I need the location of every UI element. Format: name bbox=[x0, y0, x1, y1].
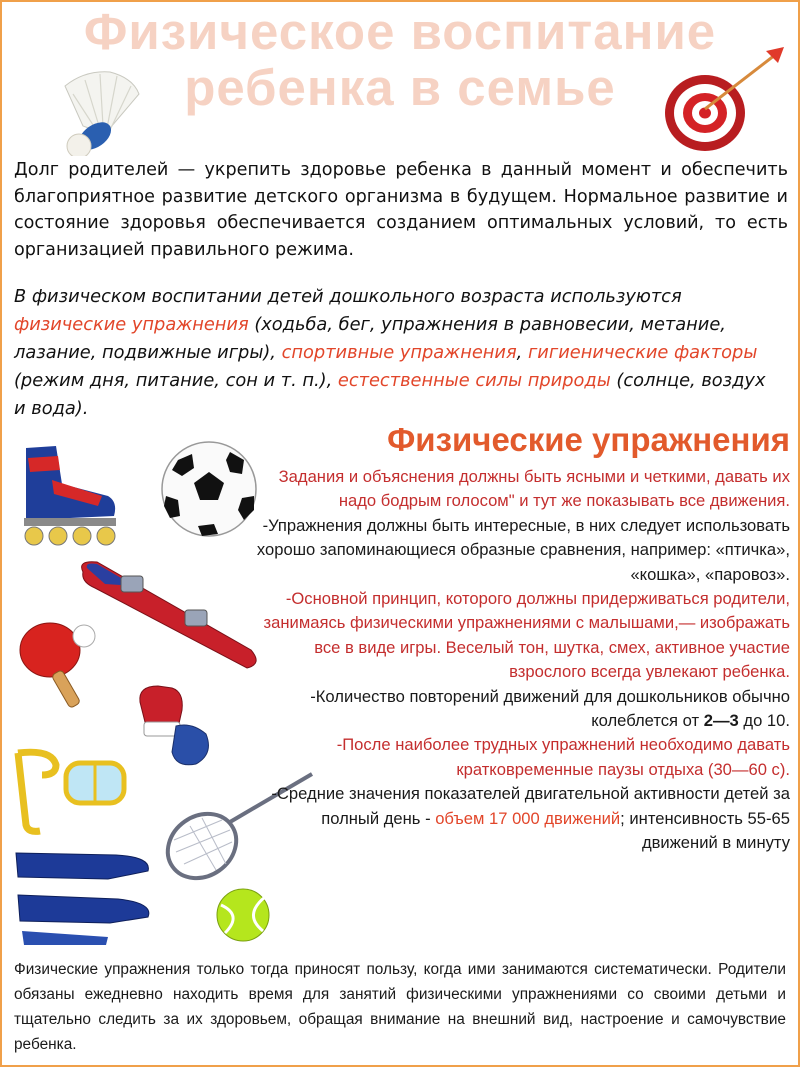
list-item: -Упражнения должны быть интересные, в них следует использовать хорошо запоминающиеся образные сравнения, например: «птичка», «кошка», «паровоз». bbox=[256, 515, 790, 584]
list-item bbox=[244, 782, 790, 855]
exercise-rules-list bbox=[244, 465, 790, 856]
boxing-glove-icon bbox=[132, 682, 216, 768]
sport-exercises-highlight: спортивные упражнения bbox=[281, 342, 517, 363]
list-item-text: -Средние значения показателей двигательной активности детей за полный день - bbox=[271, 784, 790, 828]
methods-text-4: (режим дня, питание, сон и т. п.), bbox=[14, 370, 338, 391]
list-item-text: ; интенсивность 55-65 движений в минуту bbox=[620, 808, 790, 853]
methods-paragraph bbox=[14, 283, 774, 423]
roller-skate-icon bbox=[12, 440, 124, 548]
natural-forces-highlight: естественные силы природы bbox=[337, 370, 611, 391]
ping-pong-icon bbox=[18, 620, 98, 716]
flippers-icon bbox=[12, 845, 157, 950]
movement-volume-highlight: объем 17 000 движений bbox=[435, 808, 621, 828]
methods-text-5: (солнце, воздух и вода). bbox=[14, 370, 766, 419]
list-item bbox=[244, 685, 790, 734]
hygiene-factors-highlight: гигиенические факторы bbox=[527, 342, 758, 363]
conclusion-paragraph: Физические упражнения только тогда приносят пользу, когда ими занимаются систематически. Родители обязаны ежедневно находить время для занятий физическими упражнениями со своими детьми и тщательно следить за их здоровьем, обращая внимание на внешний вид, настроение и самочувствие ребенка. bbox=[14, 961, 786, 1053]
snorkel-mask-icon bbox=[12, 745, 130, 837]
list-item: -Основной принцип, которого должны придерживаться родители, занимаясь физическими упражнениями с малышами,— изображать все в виде игры. Веселый тон, шутка, смех, активное участие взрослого всегда увлекают ребенка. bbox=[263, 589, 790, 682]
dart-target-icon bbox=[660, 45, 790, 155]
tennis-ball-icon bbox=[215, 887, 271, 943]
methods-text-3: , bbox=[516, 342, 528, 363]
list-item: Задания и объяснения должны быть ясными и четкими, давать их надо бодрым голосом" и тут же показывать все движения. bbox=[278, 467, 790, 511]
shuttlecock-icon bbox=[55, 64, 145, 156]
methods-text-1: В физическом воспитании детей дошкольного возраста используются bbox=[14, 286, 682, 307]
title-line-2: ребенка в семье bbox=[184, 59, 616, 116]
title-line-1: Физическое воспитание bbox=[83, 3, 717, 60]
methods-text-2: (ходьба, бег, упражнения в равновесии, метание, лазание, подвижные игры), bbox=[14, 314, 726, 363]
physical-exercises-highlight: физические упражнения bbox=[14, 314, 249, 335]
list-item-text: до 10. bbox=[738, 711, 790, 731]
snowboard-icon bbox=[75, 558, 265, 678]
repetitions-value: 2—3 bbox=[703, 711, 739, 731]
intro-paragraph: Долг родителей — укрепить здоровье ребенка в данный момент и обеспечить благоприятное развитие детского организма в будущем. Нормальное развитие и состояние здоровья обеспечивается созданием оптимальных условий, то есть организацией правильного режима. bbox=[14, 160, 788, 260]
list-item-text: -Количество повторений движений для дошкольников обычно колеблется от bbox=[310, 686, 790, 731]
list-item: -После наиболее трудных упражнений необходимо давать кратковременные паузы отдыха (30—60 с). bbox=[336, 735, 790, 779]
section-heading: Физические упражнения bbox=[387, 421, 790, 458]
